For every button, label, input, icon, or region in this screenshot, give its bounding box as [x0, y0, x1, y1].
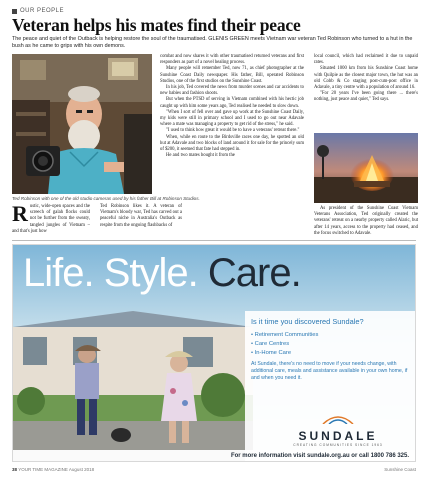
col4-p1: local council, which had reclaimed it due to unpaid rates.	[314, 54, 418, 66]
photo-campfire	[314, 133, 418, 203]
publication-name: YOUR TIME MAGAZINE	[18, 467, 68, 472]
dropcap: R	[12, 201, 28, 226]
col3-p5: "When I sort of fell over and gave up work at the Sunshine Coast Daily, my kids were still in primary school and I used to go out near Adavale where a mate was managing a property to get rid of the stress," he said.	[160, 109, 304, 128]
col3-p4: But when the PTSD of serving in Vietnam combined with his hectic job caught up with him some years ago, Ted realised he needed to slow down.	[160, 97, 304, 109]
article-column-3	[160, 54, 304, 238]
sundale-sun-icon	[313, 414, 363, 424]
publication-date: August 2018	[68, 467, 95, 472]
ad-contact-footer[interactable]: For more information visit sundale.org.au or call 1800 786 325.	[13, 450, 416, 462]
headline: Veteran helps his mates find their peace	[12, 15, 301, 35]
col3-p6: "I used to think how great it would be to have a veterans' retreat there."	[166, 128, 300, 134]
ad-service-item: • Care Centres	[251, 340, 416, 349]
col2-text: Ted Robinson likes it. A veteran of Vietnam's bloody war, Ted has carved out a peaceful niche in Australia's Outback as respite from the ongoing flashbacks of	[100, 204, 182, 228]
section-label: OUR PEOPLE	[20, 8, 65, 14]
ad-question: Is it time you discovered Sundale?	[251, 317, 364, 326]
article-column-4-top	[314, 54, 418, 104]
section-tag	[12, 8, 64, 14]
ad-tagline-care: Care.	[207, 251, 301, 295]
article-column-4-bottom	[314, 206, 418, 237]
col3-p8: He and two mates bought it from the	[166, 153, 235, 159]
col4-p2: Situated 1000 km from his Sunshine Coast home with Quilpie as the closest major town, the hut was an old Cobb & Co staging post-cum-post office in Adavale, a tiny centre with a population of around 16.	[314, 66, 418, 91]
photo-ted-robinson	[12, 54, 152, 194]
col4-p4: As president of the Sunshine Coast Vietnam Veterans Association, Ted originally created the veterans' retreat on a nearby property called Alaric, but after 14 years, access to the property had ceased, and the focus switched to Adavale.	[314, 206, 418, 236]
col3-p7: When, while en route to the Birdsville races one day, he spotted an old hut at Adavale and two blocks of land around it for sale for the princely sum of $200, it seemed that fate had stepped in.	[160, 134, 304, 153]
sundale-tagline: CREATING COMMUNITIES SINCE 1963	[293, 443, 383, 447]
col1-text: ustic, wide-open spaces and the screech of galah flocks could not be further from the sweaty, tangled jungles of Vietnam – and that's just how	[12, 204, 90, 234]
ad-service-item: • Retirement Communities	[251, 331, 416, 340]
ad-body-text: At Sundale, there's no need to move if your needs change, with additional care, meals and assistance available in your own home, if and when you need it.	[251, 361, 408, 381]
publication-region: Sunshine Coast	[384, 467, 416, 472]
article-column-1	[12, 201, 90, 235]
page-number: 38	[12, 467, 18, 472]
col3-p2: Many people will remember Ted, now 71, as chief photographer at the Sunshine Coast Daily newspaper. His father, Bill, operated Robinson Studios, one of the first studios on the Sunshine Coast.	[160, 66, 304, 84]
section-square-icon	[12, 9, 17, 14]
sundale-wordmark: SUNDALE	[298, 429, 378, 443]
col3-p3: In his job, Ted covered the news from murder scenes and car accidents to new babies and fashion shoots.	[160, 85, 304, 97]
col4-p3: "For 20 years I've been going there ... there's nothing, just peace and quiet," Ted says.	[314, 91, 418, 103]
page-footer	[12, 467, 416, 472]
divider	[12, 240, 416, 241]
ad-tagline-style: Style.	[103, 251, 198, 295]
ad-tagline-life: Life.	[23, 251, 94, 295]
sundale-advertisement[interactable]	[12, 244, 416, 462]
standfirst: The peace and quiet of the Outback is helping restore the soul of the traumatised. GLENIS GREEN meets Vietnam war veteran Ted Robinson who turned to a hut in the bush as he came to grips with his own demons.	[12, 36, 413, 49]
sundale-logo[interactable]	[283, 411, 393, 447]
photo-caption: Ted Robinson with one of the old studio cameras used by his father Bill at Robinson Studios.	[12, 196, 200, 201]
ad-tagline	[23, 251, 301, 296]
col3-p1: combat and now shares it with other traumatised returned veterans and first responders as part of a novel healing process.	[160, 54, 304, 66]
ad-service-item: • In-Home Care	[251, 349, 416, 358]
ad-services-list	[251, 331, 416, 358]
